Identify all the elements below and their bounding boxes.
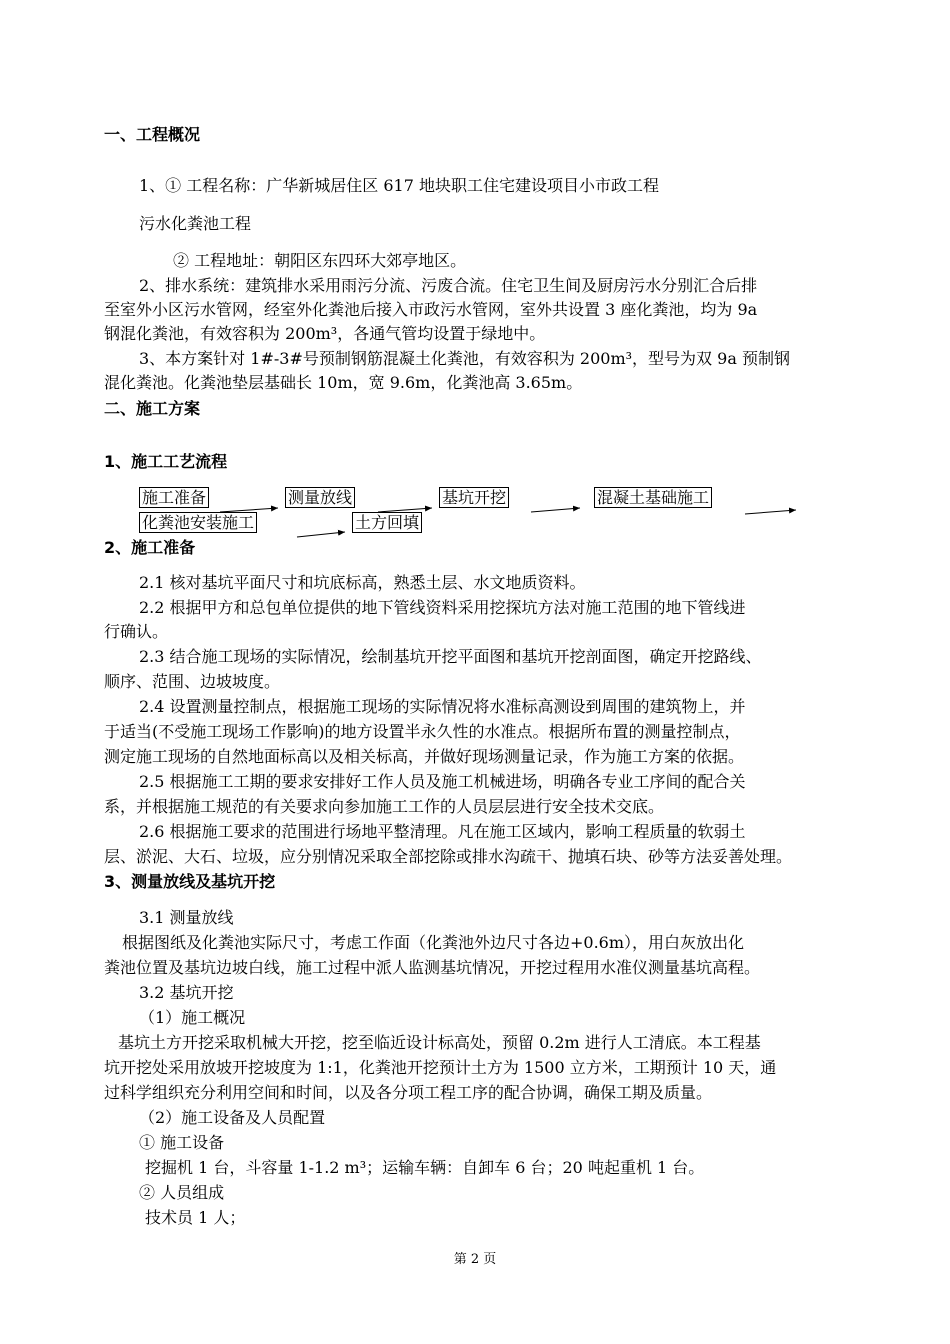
paragraph-line: 行确认。 — [104, 622, 169, 641]
paragraph-line: 2、排水系统：建筑排水采用雨污分流、污废合流。住宅卫生间及厨房污水分别汇合后排 — [139, 276, 758, 295]
paragraph-line: 混化粪池。化粪池垫层基础长 10m，宽 9.6m，化粪池高 3.65m。 — [104, 373, 583, 392]
paragraph-line: 钢混化粪池，有效容积为 200m³，各通气管均设置于绿地中。 — [104, 324, 546, 343]
paragraph-line: 系，并根据施工规范的有关要求向参加施工工作的人员层层进行安全技术交底。 — [104, 797, 665, 816]
paragraph-line: 2.1 核对基坑平面尺寸和坑底标高，熟悉土层、水文地质资料。 — [139, 573, 586, 592]
flow-arrow — [297, 532, 345, 537]
paragraph-line: 技术员 1 人； — [145, 1208, 246, 1227]
paragraph-line: 至室外小区污水管网，经室外化粪池后接入市政污水管网，室外共设置 3 座化粪池，均为 9a — [104, 300, 758, 319]
paragraph-line: 过科学组织充分利用空间和时间，以及各分项工程工序的配合协调，确保工期及质量。 — [104, 1083, 713, 1102]
paragraph-line: 2.6 根据施工要求的范围进行场地平整清理。凡在施工区域内，影响工程质量的软弱土 — [139, 822, 746, 841]
flow-arrow — [378, 508, 432, 512]
flow-step-excavation: 基坑开挖 — [439, 487, 509, 508]
paragraph-line: 粪池位置及基坑边坡白线，施工过程中派人监测基坑情况，开挖过程用水准仪测量基坑高程。 — [104, 958, 761, 977]
flow-step-prepare: 施工准备 — [139, 487, 209, 508]
paragraph-line: 根据图纸及化粪池实际尺寸，考虑工作面（化粪池外边尺寸各边+0.6m），用白灰放出化 — [122, 933, 745, 952]
section-title-overview: 一、工程概况 — [104, 125, 201, 144]
page-number: 第 2 页 — [453, 1252, 497, 1267]
paragraph-line: 污水化粪池工程 — [139, 214, 252, 233]
flow-step-concrete-base: 混凝土基础施工 — [594, 487, 712, 508]
subsection-title-flow: 1、施工工艺流程 — [104, 452, 228, 471]
flow-step-backfill: 土方回填 — [352, 512, 422, 533]
flow-step-install: 化粪池安装施工 — [139, 512, 257, 533]
paragraph-line: ② 工程地址：朝阳区东四环大郊亭地区。 — [173, 251, 467, 270]
paragraph-line: 3.1 测量放线 — [139, 908, 234, 927]
paragraph-line: 顺序、范围、边坡坡度。 — [104, 672, 281, 691]
flow-arrow — [745, 510, 796, 514]
paragraph-line: 2.5 根据施工工期的要求安排好工作人员及施工机械进场，明确各专业工序间的配合关 — [139, 772, 746, 791]
paragraph-line: 2.4 设置测量控制点，根据施工现场的实际情况将水准标高测设到周围的建筑物上，并 — [139, 697, 746, 716]
subsection-title-prep: 2、施工准备 — [104, 538, 196, 557]
paragraph-line: 2.3 结合施工现场的实际情况，绘制基坑开挖平面图和基坑开挖剖面图，确定开挖路线、 — [139, 647, 762, 666]
flow-arrow — [220, 508, 278, 512]
paragraph-line: 1、① 工程名称：广华新城居住区 617 地块职工住宅建设项目小市政工程 — [139, 176, 659, 195]
section-title-plan: 二、施工方案 — [104, 399, 201, 418]
flow-step-survey: 测量放线 — [285, 487, 355, 508]
paragraph-line: （1）施工概况 — [139, 1008, 246, 1027]
paragraph-line: ① 施工设备 — [139, 1133, 225, 1152]
paragraph-line: 3、本方案针对 1#-3#号预制钢筋混凝土化粪池，有效容积为 200m³，型号为双 9a 预制钢 — [139, 349, 790, 368]
paragraph-line: 基坑土方开挖采取机械大开挖，挖至临近设计标高处，预留 0.2m 进行人工清底。本工程基 — [118, 1033, 761, 1052]
paragraph-line: ② 人员组成 — [139, 1183, 225, 1202]
paragraph-line: 2.2 根据甲方和总包单位提供的地下管线资料采用挖探坑方法对施工范围的地下管线进 — [139, 598, 746, 617]
paragraph-line: 坑开挖处采用放坡开挖坡度为 1:1，化粪池开挖预计土方为 1500 立方米，工期预计 10 天，通 — [104, 1058, 777, 1077]
flow-arrow — [531, 508, 580, 512]
paragraph-line: 3.2 基坑开挖 — [139, 983, 234, 1002]
paragraph-line: （2）施工设备及人员配置 — [139, 1108, 326, 1127]
paragraph-line: 测定施工现场的自然地面标高以及相关标高，并做好现场测量记录，作为施工方案的依据。 — [104, 747, 745, 766]
paragraph-line: 于适当(不受施工现场工作影响)的地方设置半永久性的水准点。根据所布置的测量控制点， — [104, 722, 741, 741]
paragraph-line: 挖掘机 1 台，斗容量 1-1.2 m³；运输车辆：自卸车 6 台；20 吨起重机 1 台。 — [145, 1158, 705, 1177]
subsection-title-survey: 3、测量放线及基坑开挖 — [104, 872, 276, 891]
paragraph-line: 层、淤泥、大石、垃圾，应分别情况采取全部挖除或排水沟疏干、抛填石块、砂等方法妥善处理。 — [104, 847, 793, 866]
